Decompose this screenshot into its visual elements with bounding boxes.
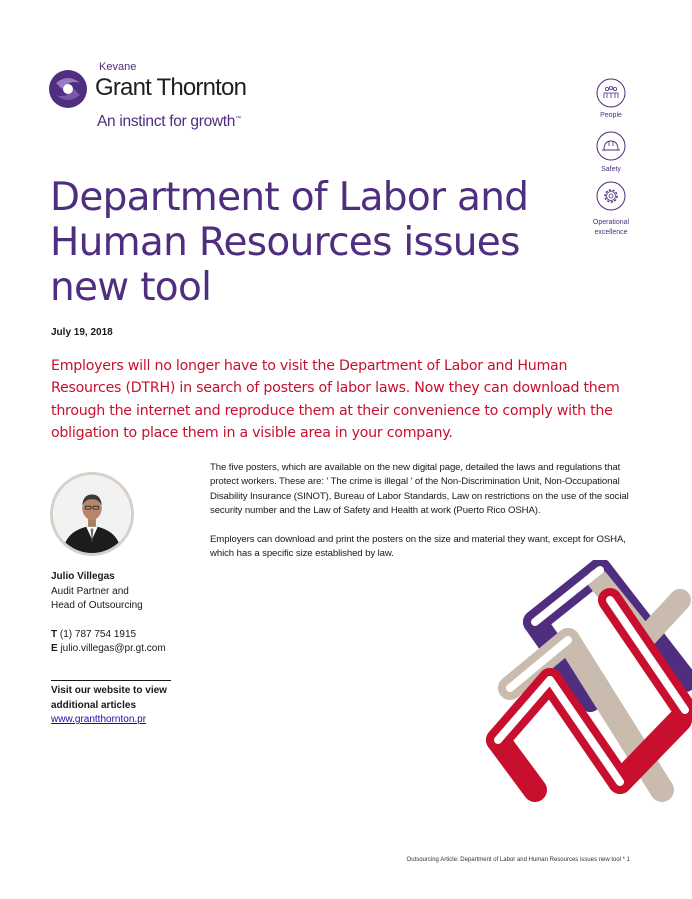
logo-tagline bbox=[97, 113, 241, 131]
people-icon bbox=[596, 78, 626, 108]
grant-thornton-logo-mark bbox=[48, 69, 88, 109]
contact-email-line bbox=[51, 642, 166, 657]
logo-tagline-text: An instinct for growth bbox=[97, 113, 236, 130]
contact-block bbox=[51, 570, 166, 657]
contact-email[interactable]: julio.villegas@pr.gt.com bbox=[60, 643, 166, 654]
side-label-safety: Safety bbox=[601, 166, 621, 173]
body-paragraph: The five posters, which are available on the new digital page, detailed the laws and regulations that protect workers. These are: ' The crime is illegal ' of the Non-Discrimination Unit, Non-Occupational Disability Insurance (SINOT), Bureau of Labor Standards, Law on restrictions on the use of the social security number and the Law of Safety and Health at work (Puerto Rico OSHA). bbox=[210, 462, 629, 517]
contact-name: Julio Villegas bbox=[51, 571, 115, 582]
logo-name-text: Grant Thornton bbox=[95, 74, 247, 101]
website-link[interactable]: www.grantthornton.pr bbox=[51, 714, 147, 725]
phone-label: T bbox=[51, 628, 58, 640]
divider bbox=[51, 680, 171, 681]
contact-role-line2: Head of Outsourcing bbox=[51, 600, 143, 611]
decorative-swoosh-graphic bbox=[480, 560, 692, 820]
contact-phone-line bbox=[51, 628, 166, 643]
article-date: July 19, 2018 bbox=[51, 327, 113, 338]
side-label-people: People bbox=[600, 112, 622, 119]
page-title: Department of Labor and Human Resources issues new tool bbox=[50, 175, 529, 310]
visit-block bbox=[51, 684, 181, 728]
lead-paragraph: Employers will no longer have to visit the Department of Labor and Human Resources (DTRH) in search of posters of labor laws. Now they can download them through the internet and reproduce them at their convenience to comply with the obligation to place them in a visible area in your company. bbox=[51, 358, 620, 442]
logo-kevane-text: Kevane bbox=[99, 61, 137, 73]
contact-phone: (1) 787 754 1915 bbox=[59, 628, 137, 640]
visit-text: Visit our website to view additional articles bbox=[51, 685, 167, 711]
logo-tm: ™ bbox=[235, 115, 241, 122]
page-footer: Outsourcing Article: Department of Labor and Human Resources issues new tool * 1 bbox=[406, 857, 630, 863]
article-body bbox=[210, 461, 635, 576]
gear-icon bbox=[596, 181, 626, 211]
email-label: E bbox=[51, 643, 58, 654]
safety-helmet-icon bbox=[596, 131, 626, 161]
contact-avatar bbox=[50, 472, 134, 556]
side-label-operational: Operational excellence bbox=[592, 219, 630, 236]
body-paragraph: Employers can download and print the posters on the size and material they want, except for OSHA, which has a specific size established by law. bbox=[210, 534, 626, 560]
contact-role-line1: Audit Partner and bbox=[51, 585, 129, 597]
